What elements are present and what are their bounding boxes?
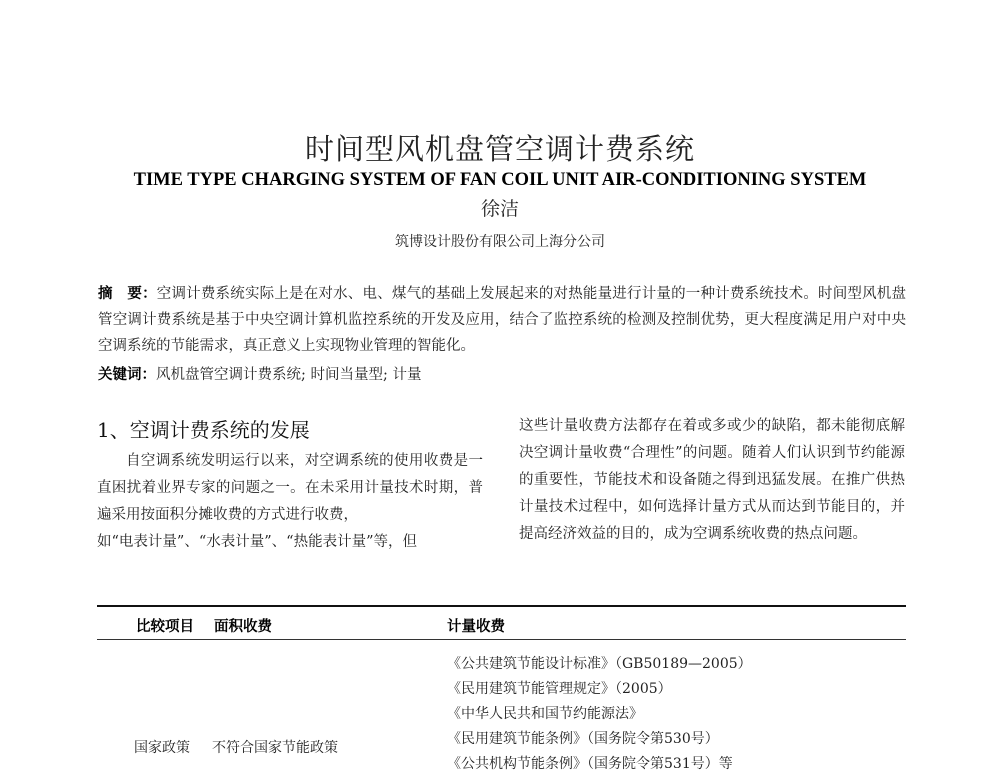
- paper-title-chinese: 时间型风机盘管空调计费系统: [304, 132, 695, 166]
- section-heading: 1、空调计费系统的发展: [97, 418, 310, 442]
- cell-item: 国家政策: [134, 740, 190, 756]
- left-column: [97, 448, 483, 556]
- right-column: [519, 413, 905, 548]
- regulation-reference: 《民用建筑节能条例》（国务院令第530号）: [447, 731, 719, 747]
- regulation-reference: 《公共机构节能条例》（国务院令第531号）等: [447, 756, 733, 772]
- section-paragraph-continued: 如“电表计量”、“水表计量”、“热能表计量”等，但: [97, 534, 417, 550]
- keywords-text: 风机盘管空调计费系统; 时间当量型; 计量: [156, 367, 422, 383]
- regulation-reference: 《民用建筑节能管理规定》（2005）: [447, 681, 672, 697]
- author-name: 徐洁: [480, 198, 519, 220]
- section-paragraph-right: 这些计量收费方法都存在着或多或少的缺陷，都未能彻底解决空调计量收费“合理性”的问题。随着人们认识到节约能源的重要性，节能技术和设备随之得到迅猛发展。在推广供热计量技术过程中，如何选择计量方式从而达到节能目的，并提高经济效益的目的，成为空调系统收费的热点问题。: [519, 418, 905, 542]
- table-row: [97, 640, 906, 780]
- section-paragraph: 自空调系统发明运行以来，对空调系统的使用收费是一直困扰着业界专家的问题之一。在未采用计量技术时期，普遍采用按面积分摊收费的方式进行收费，: [97, 453, 483, 523]
- cell-area: 不符合国家节能政策: [212, 740, 338, 756]
- header-area-charging: 面积收费: [214, 618, 272, 635]
- table-header-row: [97, 607, 906, 639]
- header-comparison-item: 比较项目: [136, 618, 194, 635]
- cell-metered-refs: [447, 652, 752, 777]
- abstract-text: 空调计费系统实际上是在对水、电、煤气的基础上发展起来的对热能量进行计量的一种计费系统技术。时间型风机盘管空调计费系统是基于中央空调计算机监控系统的开发及应用，结合了监控系统的检测及控制优势，更大程度满足用户对中央空调系统的节能需求，真正意义上实现物业管理的智能化。: [98, 286, 906, 354]
- comparison-table: [97, 605, 906, 780]
- regulation-reference: 《公共建筑节能设计标准》（GB50189—2005）: [447, 656, 752, 672]
- abstract: [98, 281, 906, 359]
- abstract-label: 摘 要：: [98, 285, 157, 302]
- paper-title-english: TIME TYPE CHARGING SYSTEM OF FAN COIL UNIT AIR-CONDITIONING SYSTEM: [133, 170, 867, 190]
- header-metered-charging: 计量收费: [447, 618, 505, 635]
- author-affiliation: 筑博设计股份有限公司上海分公司: [395, 234, 605, 250]
- regulation-reference: 《中华人民共和国节约能源法》: [447, 706, 643, 722]
- keywords-label: 关键词：: [98, 366, 156, 383]
- keywords: [98, 363, 906, 387]
